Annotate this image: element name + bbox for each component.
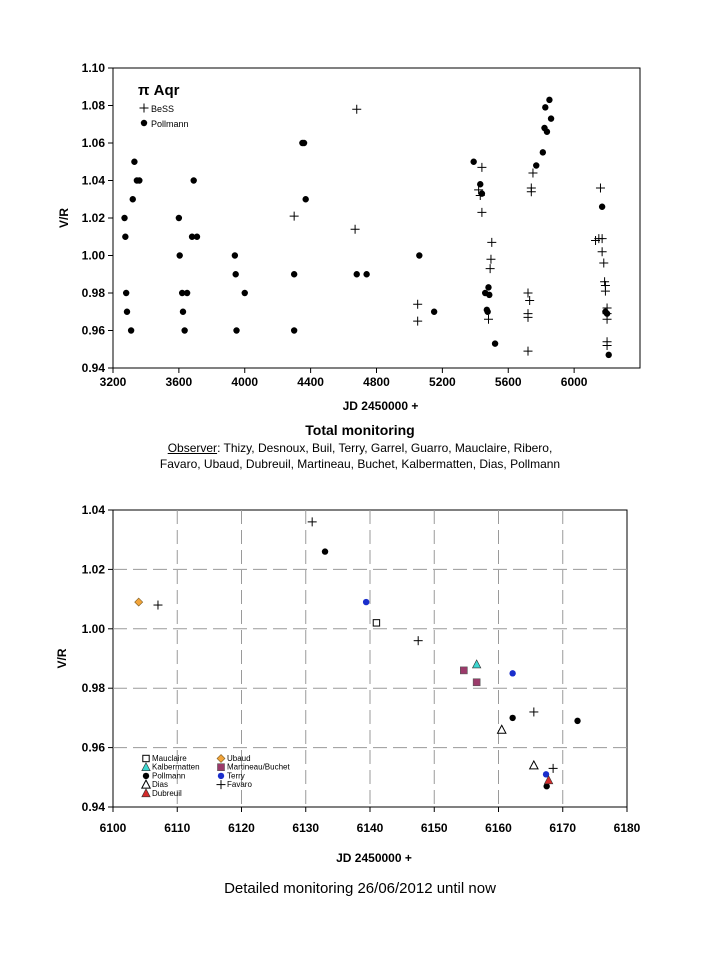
chart2-legend-marker-3 — [218, 764, 225, 771]
chart2-ylabel: V/R — [55, 648, 69, 669]
chart1-title: π Aqr — [138, 82, 180, 99]
chart2-legend-label-2: Kalbermatten — [152, 762, 200, 772]
chart2-legend-label-3: Martineau/Buchet — [227, 762, 290, 772]
observer-label: Observer — [167, 441, 218, 455]
caption-detailed-monitoring: Detailed monitoring 26/06/2012 until now — [224, 880, 496, 897]
caption-observers — [0, 440, 720, 472]
chart2-legend-label-0: Mauclaire — [152, 754, 187, 763]
chart2-legend-label-5: Terry — [227, 771, 245, 781]
chart2-legend-marker-4 — [143, 773, 149, 779]
chart2-xtick-label-4: 6140 — [356, 821, 384, 835]
chart2-legend-marker-0 — [143, 755, 149, 761]
chart2-point-3-1 — [473, 679, 480, 686]
chart1-ytick-label-4: 1.02 — [81, 211, 105, 225]
chart1-ytick-label-5: 1.04 — [81, 173, 105, 188]
chart2-legend-label-7: Favaro — [227, 780, 252, 790]
chart2-xtick-label-3: 6130 — [292, 821, 320, 835]
chart1-xtick-label-1: 3600 — [165, 375, 193, 389]
chart1-legend-label-0: BeSS — [151, 104, 175, 114]
chart1-xtick-label-6: 5600 — [494, 375, 522, 389]
chart2-xtick-label-6: 6160 — [485, 821, 512, 835]
observer-list-line2: Favaro, Ubaud, Dubreuil, Martineau, Buchet, Kalbermatten, Dias, Pollmann — [159, 457, 561, 471]
chart1-ytick-label-2: 0.98 — [81, 286, 105, 300]
chart2-legend-label-4: Pollmann — [152, 771, 186, 781]
observer-list-line1: : Thizy, Desnoux, Buil, Terry, Garrel, Guarro, Mauclaire, Ribero, — [217, 441, 553, 455]
chart1-xtick-label-4: 4800 — [363, 375, 390, 389]
chart2-legend-label-1: Ubaud — [227, 754, 251, 763]
chart1-xtick-label-5: 5200 — [429, 375, 456, 389]
chart1-xtick-label-3: 4400 — [297, 375, 324, 389]
chart1-ytick-label-6: 1.06 — [81, 136, 105, 150]
chart1-ytick-label-0: 0.94 — [81, 361, 105, 375]
chart2-legend-label-6: Dias — [152, 780, 169, 790]
chart2-point-4-0 — [322, 548, 328, 554]
chart2-ytick-label-3: 1.00 — [81, 621, 105, 636]
chart1-ytick-label-1: 0.96 — [81, 323, 105, 338]
chart1-xtick-label-7: 6000 — [560, 375, 588, 389]
chart1-xtick-label-0: 3200 — [99, 375, 127, 389]
chart2-legend-label-8: Dubreuil — [152, 788, 182, 798]
chart2-xtick-label-7: 6170 — [549, 821, 577, 835]
chart1-ytick-label-3: 1.00 — [81, 248, 105, 263]
chart2-ytick-label-1: 0.96 — [81, 740, 105, 755]
chart2-point-5-0 — [363, 599, 369, 605]
chart1-ytick-label-8: 1.10 — [81, 61, 105, 75]
chart1-legend-label-1: Pollmann — [151, 119, 189, 129]
chart2-point-4-2 — [574, 718, 580, 724]
chart2-point-0-0 — [373, 620, 379, 626]
chart2-xtick-label-8: 6180 — [613, 821, 641, 835]
chart2-ytick-label-5: 1.04 — [81, 503, 105, 517]
chart2-xtick-label-5: 6150 — [420, 821, 448, 835]
chart2-ytick-label-4: 1.02 — [81, 562, 105, 577]
chart2-point-5-1 — [509, 670, 515, 676]
chart2-ytick-label-0: 0.94 — [81, 800, 105, 814]
chart2-legend-marker-5 — [218, 773, 224, 779]
chart1-ylabel: V/R — [57, 207, 71, 229]
chart2-xlabel: JD 2450000 + — [336, 851, 412, 865]
chart2-point-3-0 — [460, 667, 467, 674]
chart2-xtick-label-0: 6100 — [99, 821, 127, 835]
caption-total-monitoring: Total monitoring — [305, 422, 415, 438]
chart2-xtick-label-2: 6120 — [228, 821, 255, 835]
chart2-ytick-label-2: 0.98 — [81, 681, 105, 696]
chart1-xtick-label-2: 4000 — [231, 375, 259, 389]
chart1-xlabel: JD 2450000 + — [342, 399, 419, 413]
chart1-ytick-label-7: 1.08 — [81, 98, 105, 113]
chart2-xtick-label-1: 6110 — [164, 821, 191, 835]
chart2-point-4-1 — [509, 715, 515, 721]
